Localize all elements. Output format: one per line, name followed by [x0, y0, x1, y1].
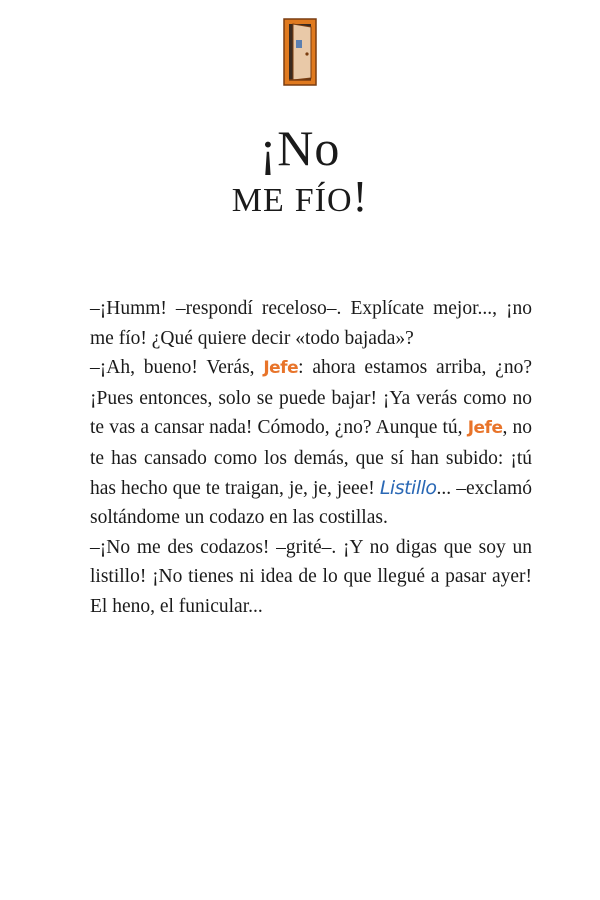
- paragraph-3-text: –¡No me des codazos! –grité–. ¡Y no digas que soy un listillo! ¡No tienes ni idea de lo que llegué a pasar ayer! El heno, el funicular...: [90, 536, 532, 617]
- chapter-title-excl: !: [352, 172, 369, 221]
- jefe-word: Jefe: [467, 418, 503, 439]
- paragraph-2-text-a: –¡Ah, bueno! Verás,: [90, 357, 264, 379]
- paragraph-2: [90, 353, 532, 533]
- chapter-title-line2: [0, 172, 600, 222]
- paragraph-2-text-d: ... –exclamó soltándome un codazo en las costillas.: [90, 477, 532, 529]
- paragraph-2-text-b: : ahora estamos arriba, ¿no? ¡Pues entonces, solo se puede bajar! ¡Ya verás como no te vas a cansar nada! Cómodo, ¿no? Aunque tú,: [90, 357, 532, 439]
- chapter-title-line1: ¡No: [259, 120, 341, 176]
- paragraph-2-text-c: , no te has cansado como los demás, que sí han subido: ¡tú has hecho que te traigan, je, je, jeee!: [90, 417, 533, 499]
- paragraph-3: [90, 533, 532, 622]
- chapter-title-fio: FÍO: [294, 182, 353, 219]
- paragraph-1-text: –¡Humm! –respondí receloso–. Explícate mejor..., ¡no me fío! ¿Qué quiere decir «todo bajada»?: [90, 298, 532, 349]
- body-text: [90, 294, 532, 622]
- chapter-title: [0, 120, 600, 222]
- chapter-title-me: ME: [231, 182, 285, 219]
- open-door-icon: [283, 18, 317, 86]
- paragraph-1: [90, 294, 532, 353]
- jefe-word: Jefe: [263, 358, 299, 379]
- listillo-word: Listillo: [379, 476, 437, 499]
